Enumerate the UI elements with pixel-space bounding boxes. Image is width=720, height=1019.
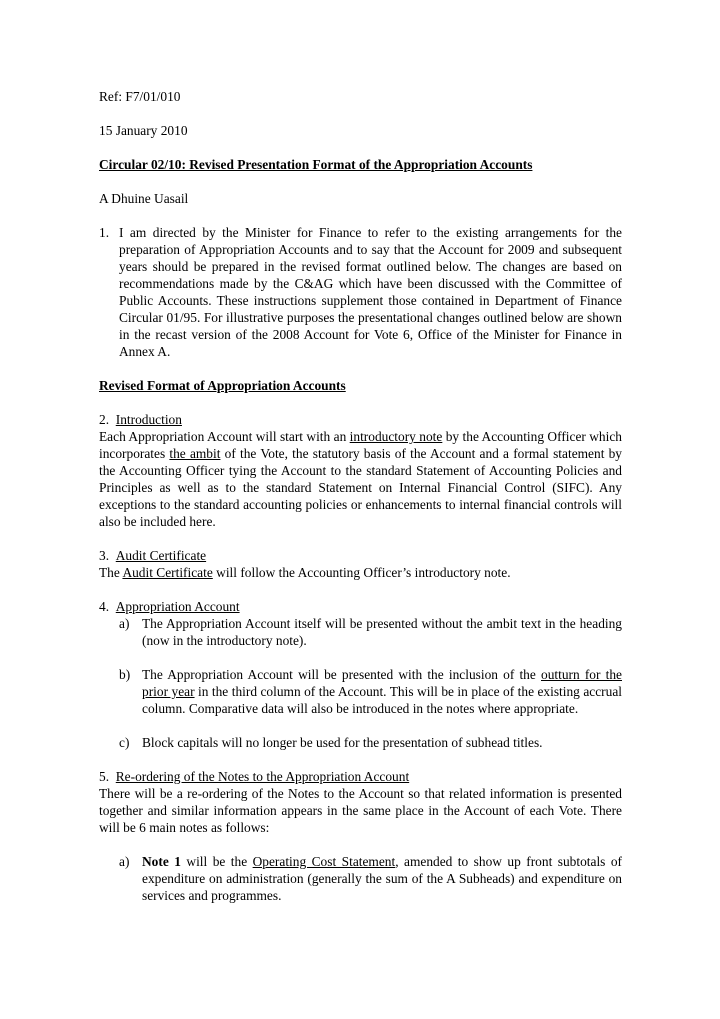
text-run: , amended to show up front subtotals of expenditure on administration (generally the sum of the A Subheads) and expenditure on services and programmes. xyxy=(142,854,622,903)
section-number: 4. xyxy=(99,599,110,614)
text-run: of the Vote, the statutory basis of the Account and a formal statement by the Accounting Officer tying the Account to the standard Statement of Accounting Policies and Principles as well as to the standard Statement on Internal Financial Control (SIFC). Any exceptions to the standard accounting policies or enhancements to internal financial controls will also be included here. xyxy=(99,446,623,529)
section-text: There will be a re-ordering of the Notes to the Account so that related information is presented together and similar information appears in the same place in the Account of each Vote. There will be 6 main notes as follows: xyxy=(99,786,622,835)
section-text xyxy=(99,428,622,530)
list-text xyxy=(142,853,622,904)
list-label: a) xyxy=(119,854,130,869)
salutation: A Dhuine Uasail xyxy=(99,191,189,206)
underlined-term: introductory note xyxy=(349,429,443,444)
underlined-term: outturn for the prior year xyxy=(142,667,622,699)
list-text: The Appropriation Account itself will be presented without the ambit text in the heading (now in the introductory note). xyxy=(142,616,622,648)
section-title: Introduction xyxy=(115,412,182,427)
document-page xyxy=(99,88,622,904)
paragraph-number: 1. xyxy=(99,225,110,240)
text-run: Each Appropriation Account will start with an xyxy=(99,429,350,444)
underlined-term: Operating Cost Statement xyxy=(252,854,396,869)
list-label: a) xyxy=(119,616,130,631)
text-run: by the Accounting Officer which incorporates xyxy=(99,429,622,461)
text-run: will be the xyxy=(180,854,253,869)
section-introduction xyxy=(99,411,622,530)
section-appropriation-account xyxy=(99,598,622,751)
section-audit-certificate xyxy=(99,547,622,581)
circular-title: Circular 02/10: Revised Presentation Format of the Appropriation Accounts xyxy=(99,157,533,172)
section-heading-line xyxy=(99,411,622,428)
section-title: Appropriation Account xyxy=(115,599,240,614)
section-heading-line xyxy=(99,768,622,785)
list-label: b) xyxy=(119,667,131,682)
text-run: The xyxy=(99,565,123,580)
section-title: Audit Certificate xyxy=(115,548,207,563)
list-item-b xyxy=(99,666,622,717)
section-heading-line xyxy=(99,598,622,615)
section-heading-line xyxy=(99,547,622,564)
text-run: will follow the Accounting Officer’s introductory note. xyxy=(212,565,511,580)
list-item-a xyxy=(99,853,622,904)
list-item-c xyxy=(99,734,622,751)
text-run: The Appropriation Account will be presented with the inclusion of the xyxy=(142,667,541,682)
date-line: 15 January 2010 xyxy=(99,123,188,138)
section-reordering-notes xyxy=(99,768,622,904)
list-text: Block capitals will no longer be used for the presentation of subhead titles. xyxy=(142,735,543,750)
paragraph-1 xyxy=(99,224,622,360)
list-label: c) xyxy=(119,735,130,750)
section-number: 3. xyxy=(99,548,110,563)
paragraph-text: I am directed by the Minister for Finance to refer to the existing arrangements for the preparation of Appropriation Accounts and to say that the Account for 2009 and subsequent years should be prepared in the revised format outlined below. The changes are based on recommendations made by the C&AG which have been discussed with the Committee of Public Accounts. These instructions supplement those contained in Department of Finance Circular 01/95. For illustrative purposes the presentational changes outlined below are shown in the recast version of the 2008 Account for Vote 6, Office of the Minister for Finance in Annex A. xyxy=(119,225,622,359)
underlined-term: the ambit xyxy=(169,446,221,461)
text-run: in the third column of the Account. This will be in place of the existing accrual column. Comparative data will also be introduced in the notes where appropriate. xyxy=(142,684,622,716)
section-number: 2. xyxy=(99,412,110,427)
section-title: Re-ordering of the Notes to the Appropriation Account xyxy=(115,769,410,784)
reference-line: Ref: F7/01/010 xyxy=(99,89,181,104)
list-item-a xyxy=(99,615,622,649)
section-text xyxy=(99,564,622,581)
list-text xyxy=(142,666,622,717)
section-heading: Revised Format of Appropriation Accounts xyxy=(99,378,346,393)
underlined-term: Audit Certificate xyxy=(122,565,213,580)
bold-term: Note 1 xyxy=(142,854,181,869)
section-number: 5. xyxy=(99,769,110,784)
